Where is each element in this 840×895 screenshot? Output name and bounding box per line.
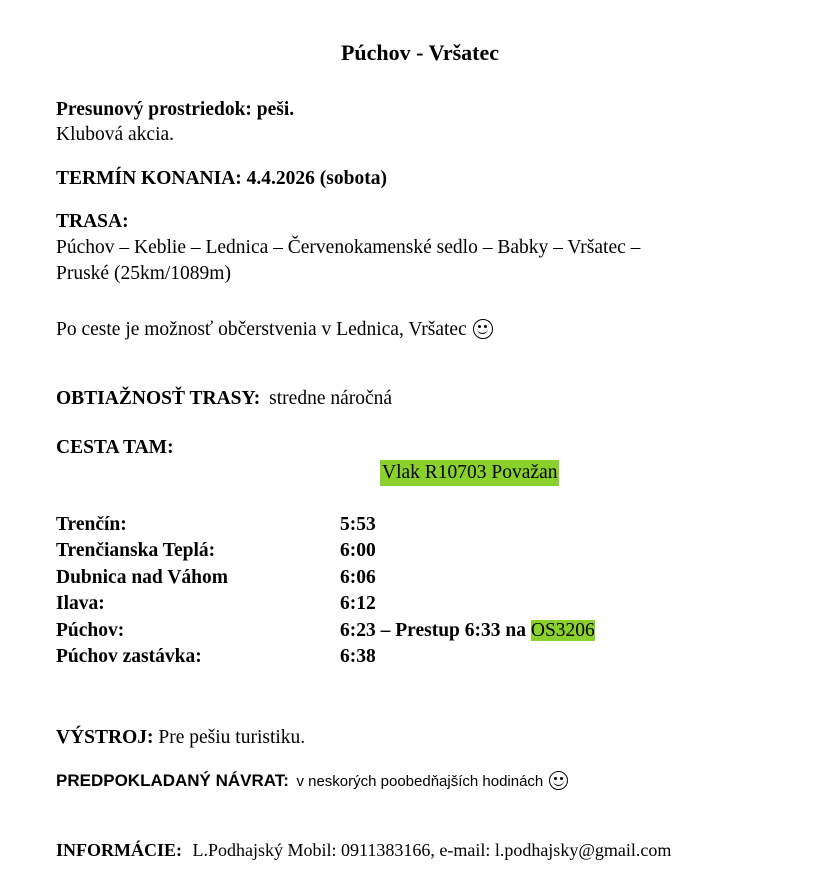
schedule-row	[56, 644, 816, 670]
return-line	[56, 768, 568, 795]
route-label: TRASA:	[56, 211, 129, 232]
station-name: Púchov zastávka:	[56, 646, 202, 667]
station-name: Trenčianska Teplá:	[56, 540, 216, 561]
station-name: Trenčín:	[56, 514, 127, 535]
station-time: 6:38	[340, 646, 376, 667]
equipment-label: VÝSTROJ:	[56, 727, 154, 748]
station-time-with-transfer	[340, 618, 595, 644]
station-name: Dubnica nad Váhom	[56, 567, 228, 588]
return-label: PREDPOKLADANÝ NÁVRAT:	[56, 771, 289, 790]
difficulty-value: stredne náročná	[269, 388, 393, 409]
smiley-icon	[549, 771, 568, 790]
difficulty-line	[56, 386, 392, 412]
schedule-row	[56, 591, 816, 617]
date-label: TERMÍN KONANIA:	[56, 168, 242, 189]
transport-note: Klubová akcia.	[56, 124, 175, 145]
schedule-row	[56, 512, 816, 538]
route-line-2: Pruské (25km/1089m)	[56, 263, 231, 284]
station-time: 6:00	[340, 540, 376, 561]
station-name: Púchov:	[56, 620, 125, 641]
info-line	[56, 837, 671, 863]
station-time: 6:06	[340, 567, 376, 588]
info-label: INFORMÁCIE:	[56, 840, 182, 860]
date-line	[56, 166, 387, 192]
station-time: 6:23 – Prestup 6:33 na	[340, 620, 531, 641]
difficulty-label: OBTIAŽNOSŤ TRASY:	[56, 388, 261, 409]
station-time: 5:53	[340, 514, 376, 535]
schedule-row	[56, 538, 816, 564]
return-value: v neskorých poobedňajších hodinách	[296, 773, 544, 790]
journey-label: CESTA TAM:	[56, 437, 174, 458]
station-time: 6:12	[340, 593, 376, 614]
page-title: Púchov - Vršatec	[340, 40, 500, 65]
refreshment-text: Po ceste je možnosť občerstvenia v Lednica, Vršatec	[56, 319, 467, 340]
schedule-row	[56, 565, 816, 591]
station-name: Ilava:	[56, 593, 105, 614]
train-highlight: Vlak R10703 Považan	[380, 460, 559, 486]
equipment-value: Pre pešiu turistiku.	[158, 727, 306, 748]
refreshment-line	[56, 317, 493, 343]
schedule-row	[56, 618, 816, 644]
transport-label: Presunový prostriedok: peši.	[56, 99, 295, 120]
info-value: L.Podhajský Mobil: 0911383166, e-mail: l.podhajsky@gmail.com	[192, 840, 672, 860]
equipment-line	[56, 725, 305, 751]
smiley-icon	[473, 319, 493, 339]
date-value: 4.4.2026 (sobota)	[246, 168, 387, 189]
route-line-1: Púchov – Keblie – Lednica – Červenokamenské sedlo – Babky – Vršatec –	[56, 237, 641, 258]
transfer-train-highlight: OS3206	[530, 620, 595, 641]
